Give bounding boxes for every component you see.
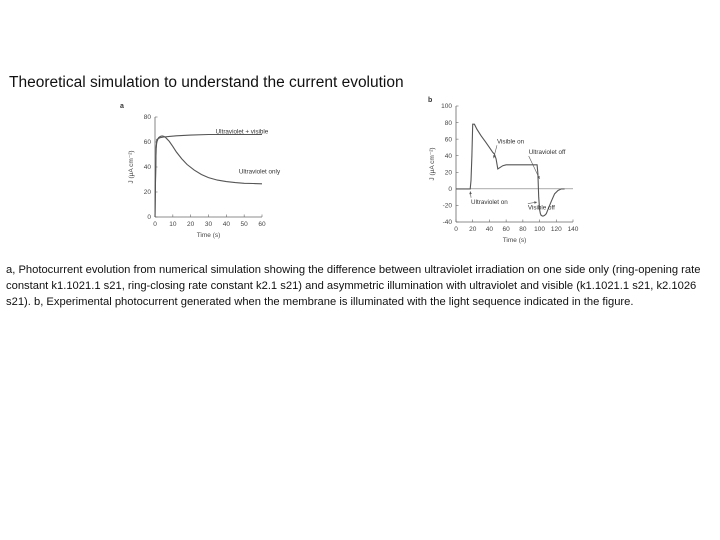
x-axis-label: Time (s) bbox=[196, 232, 221, 239]
y-tick-label: 20 bbox=[444, 169, 452, 177]
chart-panel-a bbox=[110, 100, 281, 250]
x-tick-label: 30 bbox=[204, 221, 213, 228]
x-tick-label: 80 bbox=[519, 226, 527, 233]
x-tick-label: 60 bbox=[502, 226, 510, 233]
slide-title: Theoretical simulation to understand the current evolution bbox=[9, 74, 404, 91]
x-tick-label: 20 bbox=[187, 221, 195, 228]
y-tick-label: 0 bbox=[147, 214, 151, 222]
x-tick-label: 50 bbox=[240, 221, 248, 228]
y-tick-label: -40 bbox=[442, 219, 452, 227]
x-axis-label: Time (s) bbox=[502, 237, 527, 244]
y-tick-label: 60 bbox=[143, 139, 151, 147]
x-tick-label: 40 bbox=[222, 221, 230, 228]
series-line-2 bbox=[155, 136, 262, 217]
y-tick-label: -20 bbox=[442, 202, 452, 210]
annotation-arrow bbox=[529, 156, 540, 179]
x-tick-label: 40 bbox=[485, 226, 494, 233]
y-axis-label: J (μA cm⁻²) bbox=[128, 150, 135, 184]
panel-label: b bbox=[428, 97, 433, 104]
y-tick-label: 80 bbox=[143, 114, 151, 122]
x-tick-label: 60 bbox=[258, 221, 266, 228]
x-tick-label: 20 bbox=[469, 226, 477, 233]
y-tick-label: 60 bbox=[444, 136, 452, 144]
chart-panel-b bbox=[420, 95, 590, 245]
y-tick-label: 0 bbox=[448, 186, 452, 194]
arrow-head bbox=[534, 201, 537, 204]
y-tick-label: 80 bbox=[444, 119, 452, 127]
x-tick-label: 100 bbox=[534, 226, 546, 233]
series-line-1 bbox=[155, 135, 262, 218]
x-tick-label: 10 bbox=[169, 221, 177, 228]
annotation-label: Ultraviolet off bbox=[528, 149, 566, 157]
annotation-label: Visible off bbox=[527, 204, 555, 212]
y-axis-label: J (μA cm⁻²) bbox=[429, 147, 436, 181]
x-tick-label: 0 bbox=[454, 226, 458, 233]
x-tick-label: 140 bbox=[567, 226, 579, 233]
y-tick-label: 20 bbox=[143, 189, 151, 197]
x-tick-label: 120 bbox=[550, 226, 562, 233]
y-tick-label: 100 bbox=[441, 103, 452, 111]
y-tick-label: 40 bbox=[143, 164, 151, 172]
y-tick-label: 40 bbox=[444, 152, 452, 160]
annotation-label: Ultraviolet on bbox=[471, 198, 508, 206]
x-tick-label: 0 bbox=[153, 221, 157, 228]
annotation-label: Visible on bbox=[496, 138, 525, 146]
annotation-label: Ultraviolet + visible bbox=[215, 128, 269, 136]
figure-caption: a, Photocurrent evolution from numerical simulation showing the difference between ultraviolet irradiation on one side only (ring-opening rate constant k1.1021.1 s21, ring-closing rate constant k2.1 s21) and asymmetric illumination with ultraviolet and visible (k1.1021.1 s21, k2.1026 s21). b, Experimental photocurrent generated when the membrane is illuminated with the light sequence indicated in the figure. bbox=[6, 264, 701, 308]
annotation-label: Ultraviolet only bbox=[238, 168, 281, 176]
panel-label: a bbox=[120, 103, 124, 110]
